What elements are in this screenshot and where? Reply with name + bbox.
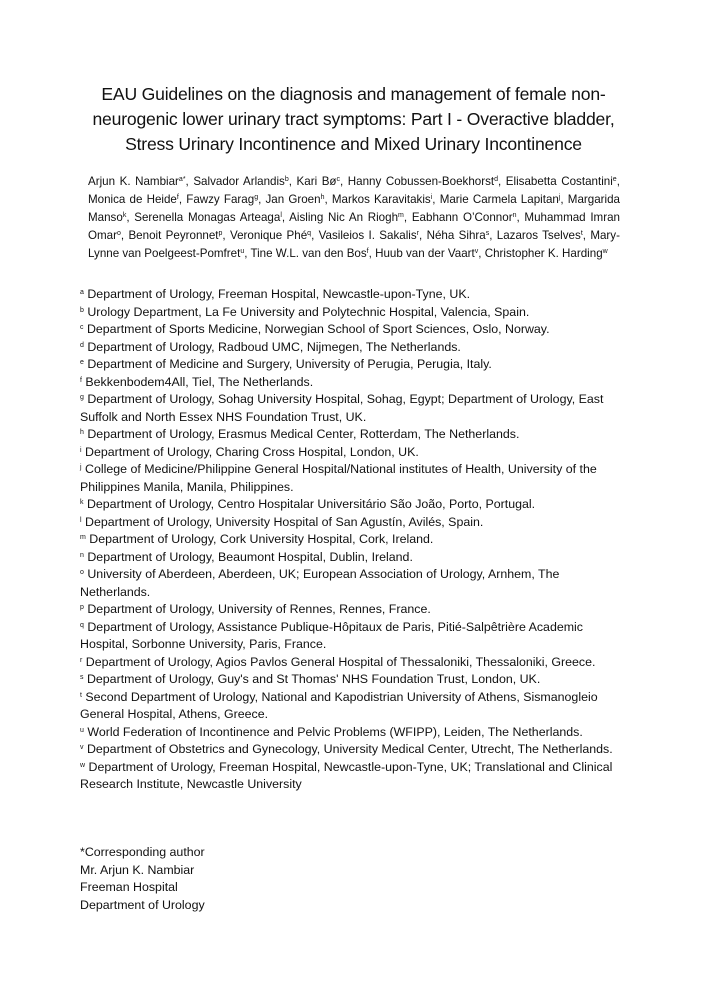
affiliation-text: Department of Urology, Beaumont Hospital, Dublin, Ireland. (87, 549, 413, 564)
affiliation-marker: h (320, 194, 325, 201)
affiliation-marker: h (80, 429, 84, 436)
affiliation (80, 654, 628, 672)
affiliation-marker: n (512, 212, 517, 219)
affiliation-text: Department of Urology, Sohag University Hospital, Sohag, Egypt; Department of Urology, East Suffolk and North Essex NHS Foundation Trust, UK. (80, 392, 604, 424)
affiliation-marker: w (602, 248, 608, 255)
affiliation (80, 549, 628, 567)
author-name: Fawzy Farag (186, 193, 255, 206)
author-name: Néha Sihra (426, 229, 486, 242)
affiliation (80, 531, 628, 549)
author-name: Benoit Peyronnet (128, 229, 219, 242)
affiliation-marker: e (80, 359, 84, 366)
author (134, 211, 282, 224)
author-name: Aisling Nic An Riogh (289, 211, 399, 224)
author-name: Monica de Heide (88, 193, 177, 206)
author-name: Elisabetta Costantini (505, 175, 613, 188)
author (506, 175, 617, 188)
affiliation-marker: m (80, 534, 86, 541)
corresponding-heading: *Corresponding author (80, 845, 205, 859)
affiliation-text: Department of Urology, University of Rennes, Rennes, France. (87, 602, 431, 616)
affiliation-text: College of Medicine/Philippine General Hospital/National institutes of Health, University of the Philippines Manila, Manila, Philippines. (80, 462, 597, 494)
affiliation-marker: n (80, 551, 84, 559)
affiliation-list (80, 286, 628, 794)
affiliation (80, 286, 628, 304)
affiliation (80, 339, 628, 357)
author (440, 193, 561, 206)
affiliation (80, 601, 628, 619)
corresponding-name: Mr. Arjun K. Nambiar (80, 862, 195, 877)
affiliation (80, 304, 628, 322)
affiliation-text: Department of Urology, Freeman Hospital, Newcastle-upon-Tyne, UK; Translational and Clinical Research Institute, Newcastle University (80, 759, 613, 791)
author-name: Vasileios I. Sakalis (318, 229, 417, 242)
affiliation-marker: i (80, 446, 82, 454)
author (88, 193, 179, 206)
affiliation-text: Department of Sports Medicine, Norwegian School of Sport Sciences, Oslo, Norway. (86, 322, 550, 336)
affiliation-text: Department of Urology, Centro Hospitalar Universitário São João, Porto, Portugal. (86, 497, 536, 511)
affiliation-marker: o (116, 230, 121, 237)
affiliation-text: Department of Urology, Erasmus Medical Center, Rotterdam, The Netherlands. (87, 427, 520, 441)
author-name: Serenella Monagas Arteaga (134, 211, 281, 224)
author (319, 229, 419, 242)
author-name: Arjun K. Nambiar (88, 175, 179, 188)
affiliation-text: Department of Urology, Radboud UMC, Nijmegen, The Netherlands. (87, 339, 461, 354)
affiliation-marker: k (122, 212, 127, 219)
affiliation-text: Department of Urology, University Hospital of San Agustín, Avilés, Spain. (85, 514, 484, 529)
affiliation-marker: l (280, 212, 282, 219)
author (348, 175, 498, 188)
author (427, 229, 490, 242)
affiliation (80, 374, 628, 392)
author-name: Jan Groen (265, 193, 321, 206)
author (297, 175, 340, 188)
author (485, 247, 608, 260)
affiliation (80, 689, 628, 724)
affiliation-marker: m (398, 212, 404, 219)
affiliation-marker: a* (178, 176, 186, 183)
affiliation-marker: s (80, 674, 84, 681)
affiliation-marker: u (80, 726, 84, 734)
affiliation-text: Second Department of Urology, National and Kapodistrian University of Athens, Sismanogleio General Hospital, Athens, Greece. (80, 689, 598, 721)
affiliation-marker: b (284, 176, 289, 183)
affiliation (80, 444, 628, 462)
affiliation-marker: d (494, 176, 499, 183)
author (497, 229, 583, 242)
affiliation-marker: o (80, 569, 84, 576)
affiliation-marker: t (80, 691, 82, 699)
affiliation-marker: r (416, 230, 420, 237)
affiliation-text: Urology Department, La Fe University and Polytechnic Hospital, Valencia, Spain. (87, 304, 530, 319)
affiliation-text: Department of Urology, Charing Cross Hospital, London, UK. (85, 444, 419, 459)
affiliation-marker: d (80, 341, 84, 349)
affiliation-marker: t (580, 230, 583, 237)
affiliation-marker: c (80, 324, 84, 331)
affiliation-marker: f (80, 376, 82, 384)
affiliation (80, 619, 628, 654)
author-name: Huub van der Vaart (375, 247, 475, 260)
author-name: Hanny Cobussen-Boekhorst (347, 175, 495, 188)
affiliation-text: Department of Medicine and Surgery, University of Perugia, Perugia, Italy. (87, 357, 492, 371)
author-name: Marie Carmela Lapitan (439, 193, 559, 206)
affiliation-marker: f (366, 248, 369, 255)
affiliation-text: Department of Urology, Guy's and St Thomas' NHS Foundation Trust, London, UK. (86, 672, 541, 686)
affiliation-text: Department of Urology, Cork University Hospital, Cork, Ireland. (89, 532, 434, 546)
author (230, 229, 311, 242)
author (88, 175, 186, 188)
affiliation-marker: f (176, 194, 179, 201)
affiliation-text: Department of Obstetrics and Gynecology, University Medical Center, Utrecht, The Netherlands. (86, 742, 613, 756)
affiliation-marker: p (218, 230, 223, 237)
affiliation (80, 741, 628, 759)
author (250, 247, 368, 260)
affiliation-text: University of Aberdeen, Aberdeen, UK; European Association of Urology, Arnhem, The Netherlands. (80, 567, 560, 599)
author (412, 211, 517, 224)
author-name: Muhammad Imran Omar (88, 211, 620, 242)
author (289, 211, 404, 224)
affiliation-text: World Federation of Incontinence and Pelvic Problems (WFIPP), Leiden, The Netherlands. (87, 724, 583, 739)
author-name: Tine W.L. van den Bos (250, 247, 367, 260)
author-list: Arjun K. Nambiar$^{a*}$, Salvador Arlandis$^b$, Kari $Bø^c$, Hanny Cobussen-Boekhorst$^d$, Elisabetta Costantini$^e$, Monica de Heide$^f$, Fawzy Farag$^g$, Jan Groen$^h$, Markos Karavitakis$^i$, Marie Carmela Lapitan$^j$, Margarida Manso$^k$, Serenella Monagas Arteaga$^l$, Aisling Nic An Riogh$^m$, Eabhann O’Connor$^n$, Muhammad Imran Omar$^o$, Benoit Peyronnet$^p$, Veronique Phé$^q$, Vasileios I. Sakalis$^r$, Néha Sihra$^s$, Lazaros Tselves$^t$, Mary-Lynne van Poelgeest-Pomfret$^u$, Tine W.L. van den Bos$^f$, Huub van der Vaart$^v$, Christopher K. Harding$^w$ (88, 175, 620, 260)
affiliation-marker: j (558, 194, 561, 201)
paper-title (60, 82, 647, 157)
author-name: Christopher K. Harding (484, 247, 603, 260)
affiliation (80, 461, 628, 496)
affiliation-marker: k (80, 499, 84, 506)
affiliation-marker: g (254, 194, 259, 201)
affiliation (80, 514, 628, 532)
title-line: Stress Urinary Incontinence and Mixed Urinary Incontinence (125, 134, 582, 154)
author-name: Kari Bø (296, 175, 337, 188)
affiliation-marker: c (336, 176, 341, 183)
affiliation-marker: e (612, 176, 617, 183)
author-name: Margarida Manso (88, 193, 620, 224)
affiliation-marker: q (307, 230, 312, 237)
affiliation-marker: g (80, 394, 84, 401)
affiliation-marker: u (240, 248, 245, 255)
affiliation (80, 566, 628, 601)
affiliation-text: Department of Urology, Assistance Publique-Hôpitaux de Paris, Pitié-Salpêtrière Academic Hospital, Sorbonne University, Paris, France. (80, 619, 583, 651)
author (128, 229, 222, 242)
affiliation-marker: v (474, 248, 479, 255)
author-name: Eabhann O’Connor (411, 211, 513, 224)
affiliation (80, 426, 628, 444)
author-name: Salvador Arlandis (193, 175, 285, 188)
title-line: neurogenic lower urinary tract symptoms: Part I - Overactive bladder, (92, 109, 615, 129)
author-name: Markos Karavitakis (331, 193, 431, 206)
author-name: Mary-Lynne van Poelgeest-Pomfret (88, 229, 620, 260)
affiliation-text: Bekkenbodem4All, Tiel, The Netherlands. (85, 374, 314, 389)
author (375, 247, 478, 260)
author (186, 193, 258, 206)
author (193, 175, 288, 188)
affiliation-marker: v (80, 744, 84, 751)
affiliation (80, 759, 628, 794)
author-name: Lazaros Tselves (496, 229, 581, 242)
affiliation-marker: i (430, 194, 433, 201)
affiliation (80, 724, 628, 742)
affiliation-marker: p (80, 604, 84, 611)
affiliation (80, 671, 628, 689)
corresponding-department: Department of Urology (80, 897, 205, 912)
author-name: Veronique Phé (229, 229, 308, 242)
affiliation-marker: j (80, 464, 82, 471)
affiliation-marker: w (80, 761, 86, 769)
affiliation-text: Department of Urology, Agios Pavlos General Hospital of Thessaloniki, Thessaloniki, Greece. (85, 654, 596, 669)
author (332, 193, 432, 206)
affiliation (80, 391, 628, 426)
affiliation-marker: s (485, 230, 490, 237)
author (265, 193, 324, 206)
corresponding-author-block (80, 844, 205, 914)
affiliation-marker: r (80, 656, 83, 664)
affiliation-marker: b (80, 306, 84, 314)
corresponding-institution: Freeman Hospital (80, 880, 178, 895)
affiliation (80, 356, 628, 374)
affiliation-marker: q (80, 621, 84, 629)
affiliation (80, 321, 628, 339)
affiliation (80, 496, 628, 514)
affiliation-text: Department of Urology, Freeman Hospital, Newcastle-upon-Tyne, UK. (87, 287, 471, 301)
affiliation-marker: a (80, 289, 84, 296)
affiliation-marker: l (80, 516, 82, 524)
title-line: EAU Guidelines on the diagnosis and management of female non- (101, 84, 606, 104)
